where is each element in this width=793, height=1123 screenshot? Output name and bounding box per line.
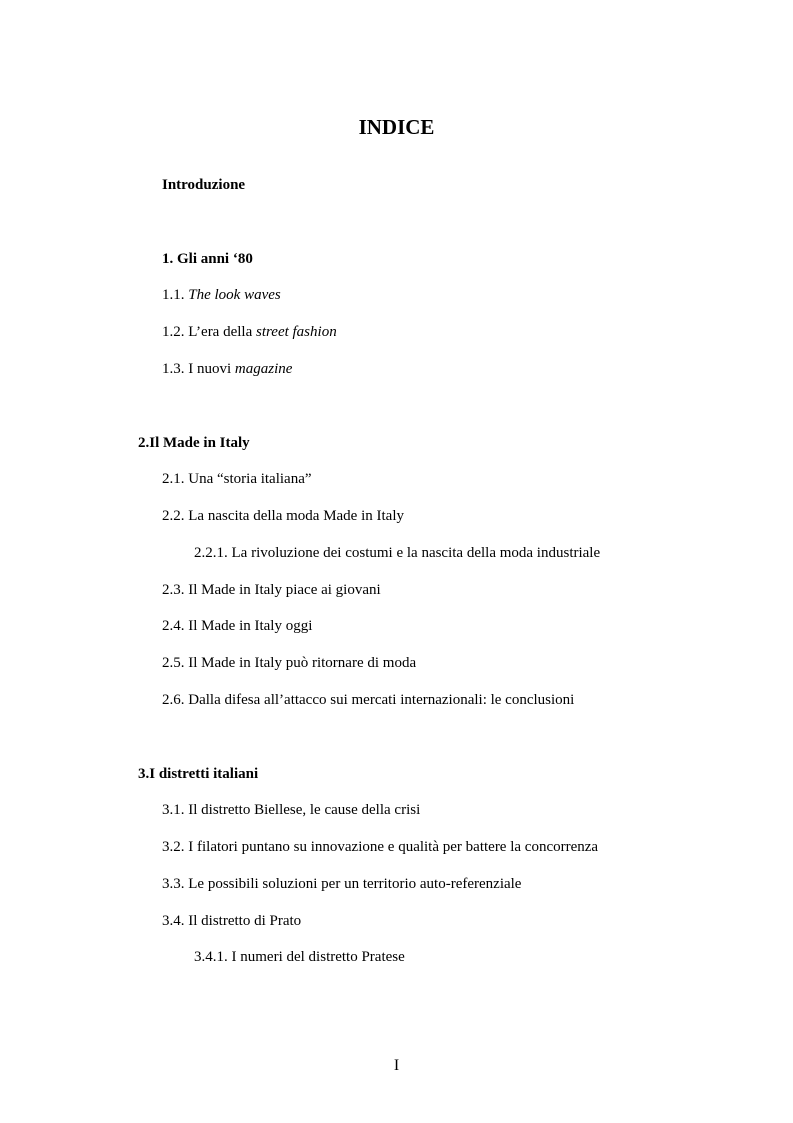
toc-section-1-2-number: 1.2. L’era della [162,324,256,340]
toc-section-1-1 [162,285,281,305]
toc-section-1-2 [162,322,337,342]
page-title: INDICE [358,115,435,139]
toc-section-2-2-1: 2.2.1. La rivoluzione dei costumi e la nascita della moda industriale [194,545,601,561]
toc-section-2-6: 2.6. Dalla difesa all’attacco sui mercati internazionali: le conclusioni [162,692,575,708]
toc-section-1-3-number: 1.3. I nuovi [162,361,235,377]
toc-section-3-2: 3.2. I filatori puntano su innovazione e qualità per battere la concorrenza [162,839,599,855]
toc-section-1-3 [162,359,292,379]
toc-chapter-1: 1. Gli anni ‘80 [162,251,253,267]
toc-chapter-3: 3.I distretti italiani [138,766,259,782]
toc-introduction: Introduzione [162,177,246,193]
toc-section-2-2: 2.2. La nascita della moda Made in Italy [162,508,404,524]
toc-section-1-1-number: 1.1. [162,287,189,303]
toc-chapter-2: 2.Il Made in Italy [138,435,250,451]
page-number: I [393,1057,400,1074]
toc-section-2-1: 2.1. Una “storia italiana” [162,471,312,487]
toc-section-1-2-title: street fashion [256,324,337,340]
toc-section-3-4-1: 3.4.1. I numeri del distretto Pratese [194,949,405,965]
toc-section-3-4: 3.4. Il distretto di Prato [162,913,302,929]
toc-section-2-5: 2.5. Il Made in Italy può ritornare di moda [162,655,417,671]
toc-section-1-1-title: The look waves [188,287,281,303]
toc-section-1-3-title: magazine [234,361,293,377]
toc-section-2-3: 2.3. Il Made in Italy piace ai giovani [162,582,381,598]
toc-section-3-1: 3.1. Il distretto Biellese, le cause della crisi [162,802,421,818]
toc-section-3-3: 3.3. Le possibili soluzioni per un territorio auto-referenziale [162,876,522,892]
toc-section-2-4: 2.4. Il Made in Italy oggi [162,618,313,634]
